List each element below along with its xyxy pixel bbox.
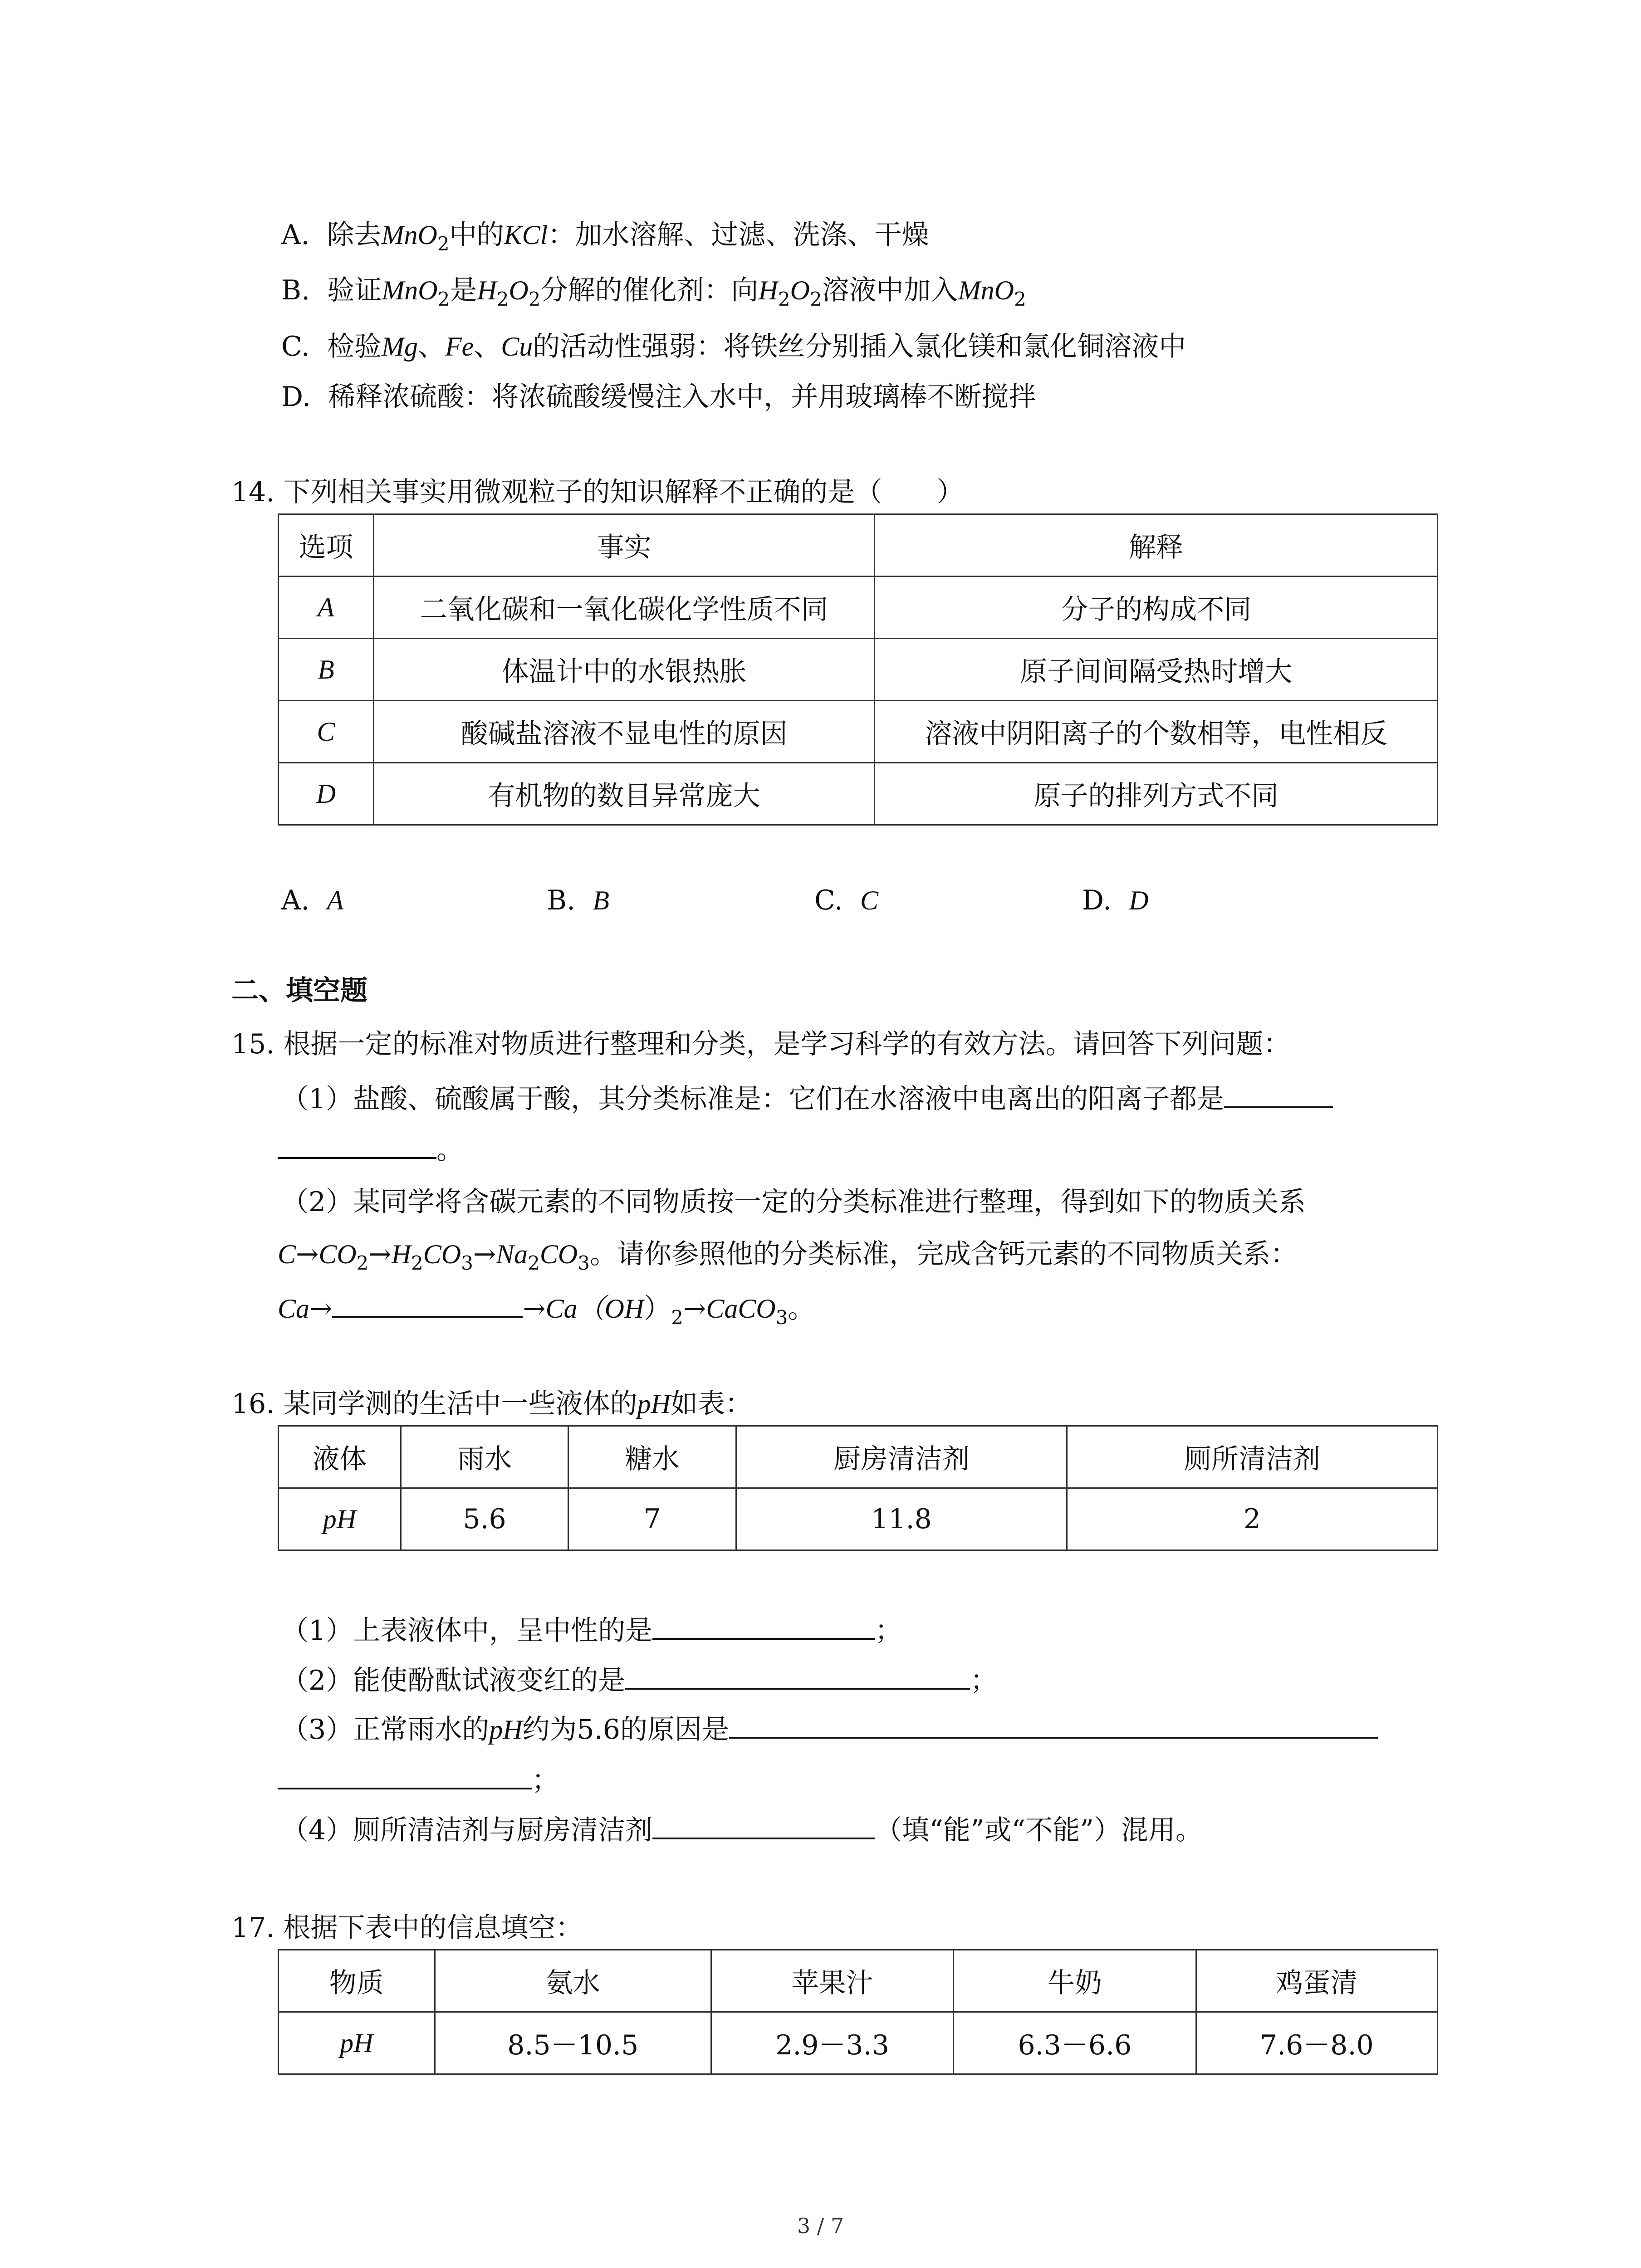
table-cell: 5.6 (401, 1488, 568, 1550)
answer-blank[interactable] (278, 1762, 532, 1789)
table-header-cell: 苹果汁 (711, 1950, 953, 2012)
table-row (279, 763, 1438, 825)
answer-blank[interactable] (652, 1812, 875, 1839)
table-cell: 酸碱盐溶液不显电性的原因 (373, 701, 875, 763)
q16-part2: （2）能使酚酞试液变红的是 ； (281, 1662, 997, 1699)
table-header-cell: 糖水 (568, 1426, 736, 1488)
table-header-cell: 氨水 (435, 1950, 711, 2012)
q15-part1: （1）盐酸、硫酸属于酸，其分类标准是：它们在水溶液中电离出的阳离子都是 (281, 1081, 1333, 1117)
q16-part3: （3）正常雨水的pH约为5.6的原因是 (281, 1711, 1378, 1748)
q17-stem: 17. 根据下表中的信息填空： (231, 1912, 583, 1944)
q16-part4: （4）厕所清洁剂与厨房清洁剂 （填“能”或“不能”）混用。 (281, 1812, 1203, 1848)
q14-table (278, 513, 1438, 826)
q14-stem: 14. 下列相关事实用微观粒子的知识解释不正确的是（ ） (231, 476, 964, 508)
table-header-cell: 牛奶 (954, 1950, 1196, 2012)
section-title: 二、填空题 (231, 975, 367, 1007)
q14-choice-a: A. A (281, 885, 344, 916)
table-cell: 溶液中阴阳离子的个数相等，电性相反 (875, 701, 1438, 763)
q13-option-c: C. 检验Mg、Fe、Cu的活动性强弱：将铁丝分别插入氯化镁和氯化铜溶液中 (281, 331, 1186, 362)
q16-part3-cont: ； (278, 1762, 559, 1799)
table-row (279, 639, 1438, 701)
table-header-row (279, 514, 1438, 577)
table-header-cell: 选项 (279, 514, 374, 577)
table-header-cell: 解释 (875, 514, 1438, 577)
table-cell: 体温计中的水银热胀 (373, 639, 875, 701)
table-header-row (279, 1950, 1438, 2012)
table-row (279, 577, 1438, 639)
q15-part1-cont: 。 (278, 1132, 464, 1168)
table-cell: pH (279, 1488, 401, 1550)
q15-stem: 15. 根据一定的标准对物质进行整理和分类，是学习科学的有效方法。请回答下列问题： (231, 1028, 1291, 1060)
table-header-cell: 厨房清洁剂 (736, 1426, 1067, 1488)
table-cell: 7 (568, 1488, 736, 1550)
answer-blank[interactable] (332, 1290, 523, 1318)
answer-blank[interactable] (625, 1662, 970, 1690)
table-cell: 8.5－10.5 (435, 2012, 711, 2074)
q17-table (278, 1949, 1438, 2075)
q14-choice-d: D. D (1082, 885, 1149, 916)
table-cell: D (279, 763, 374, 825)
answer-blank[interactable] (652, 1613, 875, 1640)
table-row (279, 1488, 1438, 1550)
table-header-cell: 鸡蛋清 (1196, 1950, 1437, 2012)
table-cell: 有机物的数目异常庞大 (373, 763, 875, 825)
table-cell: 2 (1067, 1488, 1438, 1550)
table-cell: pH (279, 2012, 435, 2074)
table-header-cell: 厕所清洁剂 (1067, 1426, 1438, 1488)
q13-option-a: A. 除去MnO$_2$中的KCl：加水溶解、过滤、洗涤、干燥 (281, 219, 929, 255)
q13-option-b: B. 验证MnO$_2$是$H_2O_2$分解的催化剂：向$H_2O_2$溶液中加入MnO$_2$ (281, 274, 1026, 310)
answer-blank[interactable] (278, 1132, 436, 1159)
q16-table (278, 1425, 1438, 1551)
table-header-cell: 事实 (373, 514, 875, 577)
page-number: 3 / 7 (797, 2214, 844, 2238)
table-header-cell: 雨水 (401, 1426, 568, 1488)
table-cell: 原子间间隔受热时增大 (875, 639, 1438, 701)
table-cell: A (279, 577, 374, 639)
table-cell: 分子的构成不同 (875, 577, 1438, 639)
table-cell: 二氧化碳和一氧化碳化学性质不同 (373, 577, 875, 639)
table-cell: C (279, 701, 374, 763)
q16-part1: （1）上表液体中，呈中性的是 ； (281, 1613, 902, 1649)
table-cell: B (279, 639, 374, 701)
q14-choice-b: B. B (547, 885, 609, 916)
table-cell: 7.6－8.0 (1196, 2012, 1437, 2074)
q15-carbon-chain: $C\to CO_2\to H_2CO_3\to Na_2CO_3$。请你参照他的分类标准，完成含钙元素的不同物质关系： (278, 1238, 1298, 1274)
q14-choice-c: C. C (814, 885, 879, 916)
answer-blank[interactable] (729, 1711, 1378, 1739)
table-cell: 原子的排列方式不同 (875, 763, 1438, 825)
table-cell: 6.3－6.6 (954, 2012, 1196, 2074)
q16-stem: 16. 某同学测的生活中一些液体的pH如表： (231, 1388, 752, 1420)
table-header-cell: 液体 (279, 1426, 401, 1488)
table-row (279, 2012, 1438, 2074)
q15-part2: （2）某同学将含碳元素的不同物质按一定的分类标准进行整理，得到如下的物质关系 (281, 1186, 1306, 1218)
q13-option-d: D. 稀释浓硫酸：将浓硫酸缓慢注入水中，并用玻璃棒不断搅拌 (281, 381, 1036, 413)
table-cell: 2.9－3.3 (711, 2012, 953, 2074)
table-header-row (279, 1426, 1438, 1488)
table-row (279, 701, 1438, 763)
table-header-cell: 物质 (279, 1950, 435, 2012)
answer-blank[interactable] (1224, 1081, 1333, 1108)
table-cell: 11.8 (736, 1488, 1067, 1550)
q15-calcium-chain: $Ca\to \to Ca(OH)_2\to CaCO_3$。 (278, 1290, 815, 1327)
